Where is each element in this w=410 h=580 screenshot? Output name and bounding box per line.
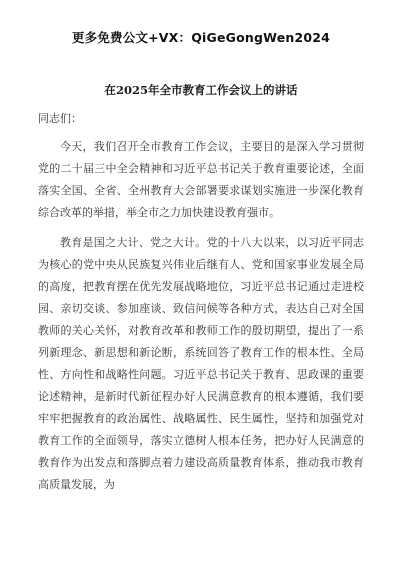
salutation: 同志们： xyxy=(38,112,82,125)
promo-line: 更多免费公文+VX：QiGeGongWen2024 xyxy=(71,30,331,45)
paragraph-2: 教育是国之大计、党之大计。党的十八大以来，以习近平同志为核心的党中央从民族复兴伟业后继有人、党和国家事业发展全局的高度，把教育摆在优先发展战略地位，习近平总书记通过走进校园、亲切交谈、参加座谈、致信问候等各种方式，表达自己对全国教师的关心关怀，对教育改革和教师工作的殷切期望，提出了一系列新理念、新思想和新论断，系统回答了教育工作的根本性、全局性、方向性和战略性问题。习近平总书记关于教育、思政课的重要论述精神，是新时代新征程办好人民满意教育的根本遵循，我们要牢牢把握教育的政治属性、战略属性、民生属性，坚持和加强党对教育工作的全面领导，落实立德树人根本任务，把办好人民满意的教育作为出发点和落脚点着力建设高质量教育体系，推动我市教育高质量发展，为 xyxy=(38,236,364,491)
speech-title: 在2025年全市教育工作会议上的讲话 xyxy=(104,83,298,97)
paragraph-1: 今天，我们召开全市教育工作会议，主要目的是深入学习贯彻党的二十届三中全会精神和习近平总书记关于教育重要论述，全面落实全国、全省、全州教育大会部署要求谋划实施进一步深化教育综合改革的举措，举全市之力加快建设教育强市。 xyxy=(38,140,364,219)
